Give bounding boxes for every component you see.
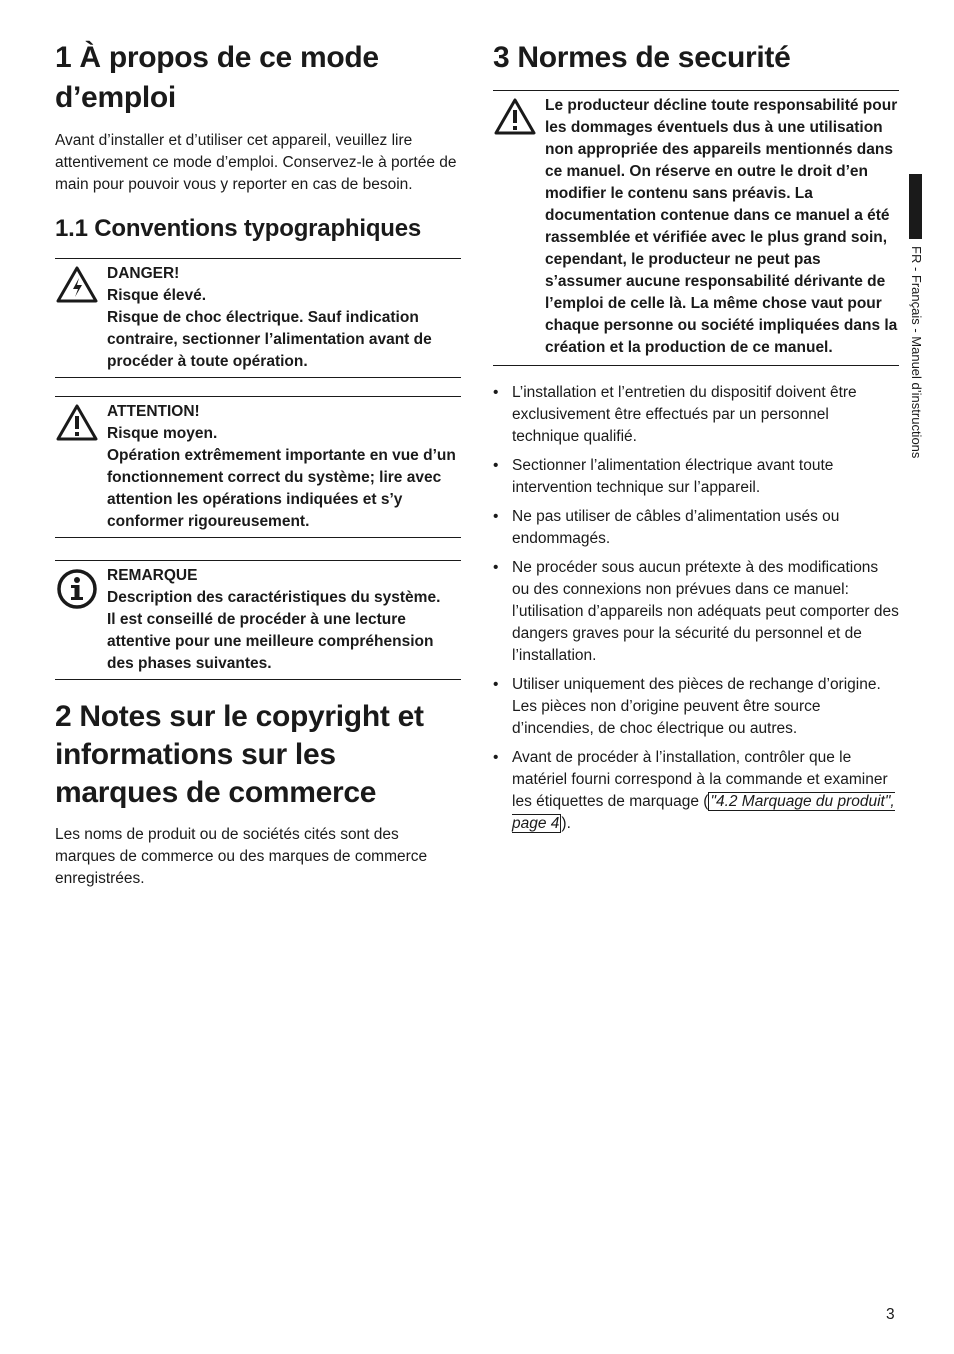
section-1-paragraph: Avant d’installer et d’utiliser cet appareil, veuillez lire attentivement ce mode d’emploi. Conservez-le à portée de main pour pouvoir vous y reporter en cas de besoin. <box>55 132 457 193</box>
list-item-text: Avant de procéder à l’installation, contrôler que le matériel fourni correspond à la commande et examiner les étiquettes de marquage ( <box>512 749 888 810</box>
remark-notice <box>55 560 461 680</box>
list-item: • Sectionner l’alimentation électrique avant toute intervention technique sur l’appareil. <box>493 455 899 499</box>
cross-reference-link[interactable]: "4.2 Marquage du produit", page 4 <box>512 793 895 832</box>
list-item-end: ). <box>561 815 571 832</box>
electric-hazard-icon <box>55 263 107 373</box>
danger-notice <box>55 258 461 378</box>
danger-title: DANGER! <box>107 265 180 282</box>
remark-title: REMARQUE <box>107 567 198 584</box>
side-tab-marker <box>909 174 922 239</box>
attention-title: ATTENTION! <box>107 403 200 420</box>
section-2-heading: 2 Notes sur le copyright et informations sur les marques de commerce <box>55 700 424 809</box>
danger-level: Risque élevé. <box>107 287 207 304</box>
warning-icon <box>493 95 545 359</box>
danger-text <box>107 263 461 373</box>
list-item <box>493 747 899 835</box>
list-item: • Utiliser uniquement des pièces de rechange d’origine. Les pièces non d’origine peuvent être source d’incendies, de choc électrique ou autres. <box>493 674 899 740</box>
page-number: 3 <box>886 1306 895 1323</box>
left-column <box>55 38 461 890</box>
section-1-1-heading: 1.1 Conventions typographiques <box>55 215 422 242</box>
remark-description: Il est conseillé de procéder à une lecture attentive pour une meilleure compréhension des phases suivantes. <box>107 611 434 672</box>
section-3-heading: 3 Normes de securité <box>493 41 791 74</box>
attention-description: Opération extrêmement importante en vue d’un fonctionnement correct du système; lire avec attention les opérations indiquées et s’y conformer rigoureusement. <box>107 447 456 530</box>
safety-list <box>493 382 899 835</box>
attention-text <box>107 401 461 533</box>
info-icon <box>55 565 107 675</box>
danger-description: Risque de choc électrique. Sauf indication contraire, sectionner l’alimentation avant de procéder à toute opération. <box>107 309 432 370</box>
section-2-paragraph: Les noms de produit ou de sociétés cités sont des marques de commerce ou des marques de commerce enregistrées. <box>55 826 428 887</box>
attention-notice <box>55 396 461 538</box>
attention-level: Risque moyen. <box>107 425 218 442</box>
list-item: • Ne pas utiliser de câbles d’alimentation usés ou endommagés. <box>493 506 899 550</box>
warning-icon <box>55 401 107 533</box>
list-item: • Ne procéder sous aucun prétexte à des modifications ou des connexions non prévues dans ce manuel: l’utilisation d’appareils non adéquats peut comporter des dangers graves pour la sécurité du personnel et de l’installation. <box>493 557 899 667</box>
safety-notice-text: Le producteur décline toute responsabilité pour les dommages éventuels dus à une utilisation non appropriée des appareils mentionnés dans ce manuel. On réserve en outre le droit d’en modifier le contenu sans préavis. La documentation contenue dans ce manuel a été rassemblée et vérifiée avec le plus grand soin, cependant, le producteur ne peut pas s’assumer aucune responsabilité dérivante de l’emploi de celle là. La même chose vaut pour chaque personne ou société impliquées dans la création et la production de ce manuel. <box>545 97 898 356</box>
remark-level: Description des caractéristiques du système. <box>107 589 441 606</box>
side-tab-label: FR - Français - Manuel d’instructions <box>909 246 924 459</box>
right-column <box>493 38 899 842</box>
list-item: • L’installation et l’entretien du dispositif doivent être exclusivement être effectués par un personnel technique qualifié. <box>493 382 899 448</box>
remark-text <box>107 565 461 675</box>
safety-notice <box>493 90 899 366</box>
section-1-heading: 1 À propos de ce mode d’emploi <box>55 41 379 114</box>
